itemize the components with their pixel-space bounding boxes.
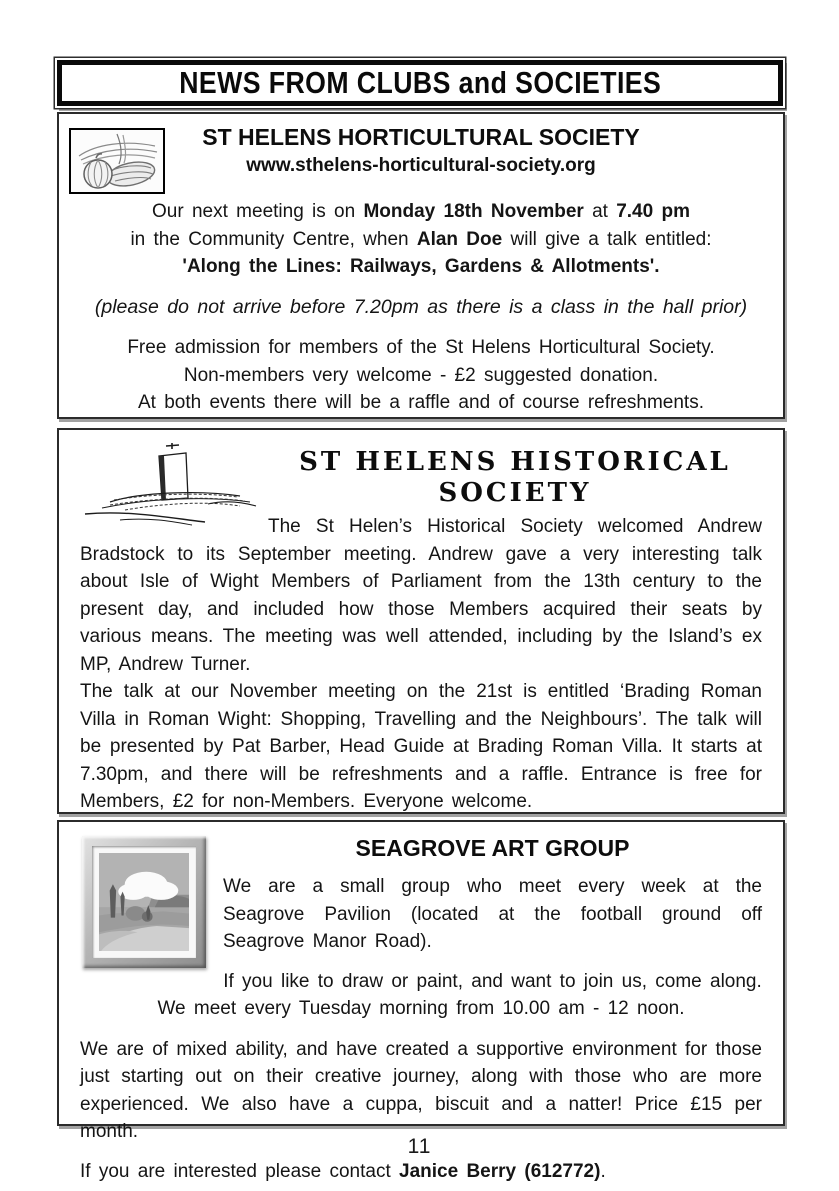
section-historical-society	[57, 428, 785, 814]
horticultural-admission-paragraph	[89, 334, 753, 417]
landscape-painting	[99, 853, 189, 951]
section-horticultural-society	[57, 112, 785, 419]
text-run: Free admission for members of the St Helens Horticultural Society.	[127, 337, 715, 358]
text-run: Our next meeting is on	[152, 201, 364, 222]
page-title: NEWS FROM CLUBS and SOCIETIES	[178, 65, 662, 100]
text-run: .	[600, 1160, 606, 1182]
historical-title-line1: ST HELENS HISTORICAL	[299, 447, 731, 477]
bold-run: Alan Doe	[416, 228, 503, 250]
church-seamark-drawing	[80, 440, 262, 528]
text-run: will give a talk entitled:	[502, 228, 712, 250]
bold-run: Monday 18th November	[363, 201, 584, 222]
page-number: 11	[407, 1135, 432, 1158]
vegetables-sketch-drawing	[71, 130, 163, 192]
text-run: in the Community Centre, when	[130, 228, 417, 250]
vegetables-sketch-image	[69, 128, 165, 194]
framed-painting-image	[82, 836, 206, 968]
historical-paragraph-2: The talk at our November meeting on the 21st is entitled ‘Brading Roman Villa in Roman Wight: Shopping, Travelling and the Neighbours’. The talk will be presented by Pat Barber, Head Guide at Brading Roman Villa. It starts at 7.30pm, and there will be refreshments and a raffle. Entrance is free for Members, £2 for non-Members. Everyone welcome.	[80, 681, 762, 812]
seagrove-title: SEAGROVE ART GROUP	[355, 835, 630, 861]
church-seamark-sketch-image	[80, 440, 262, 528]
seagrove-closing-paragraph	[80, 1158, 762, 1186]
text-run: at	[583, 201, 617, 222]
horticultural-meeting-paragraph	[89, 198, 753, 281]
horticultural-website: www.sthelens-horticultural-society.org	[246, 155, 596, 176]
text-run: At both events there will be a raffle and of course refreshments.	[138, 392, 704, 413]
painting-mat	[92, 846, 196, 958]
seagrove-paragraph-2	[80, 968, 762, 1023]
text-run: If you like to draw or paint, and want to join us, come along.	[223, 970, 762, 992]
historical-paragraph-1: The St Helen’s Historical Society welcomed Andrew Bradstock to its September meeting. Andrew gave a very interesting talk about Isle of Wight Members of Parliament from the 13th century to the present day, and included how those Members acquired their seats by various means. The meeting was well attended, including by the Island’s ex MP, Andrew Turner.	[80, 516, 762, 675]
landscape-painting-drawing	[99, 853, 189, 951]
horticultural-notice-paragraph: (please do not arrive before 7.20pm as there is a class in the hall prior)	[94, 295, 748, 318]
seagrove-paragraph-3: We are of mixed ability, and have created a supportive environment for those just starting out on their creative journey, along with those who are more experienced. We also have a cuppa, biscuit and a natter! Price £15 per month.	[80, 1038, 762, 1142]
seagrove-paragraph-1: We are a small group who meet every week at the Seagrove Pavilion (located at the football ground off Seagrove Manor Road).	[223, 876, 762, 952]
page-header-banner	[57, 60, 783, 106]
text-run: If you are interested please contact	[80, 1160, 400, 1182]
historical-title-line2: SOCIETY	[438, 478, 592, 508]
text-run: Non-members very welcome - £2 suggested donation.	[183, 364, 659, 386]
text-run: We meet every Tuesday morning from 10.00 am - 12 noon.	[157, 998, 685, 1019]
horticultural-title: ST HELENS HORTICULTURAL SOCIETY	[202, 124, 640, 150]
contact-name-run: Janice Berry (612772)	[399, 1160, 601, 1182]
bold-run: 7.40 pm	[616, 201, 690, 222]
talk-title-run: 'Along the Lines: Railways, Gardens & Allotments'.	[182, 256, 660, 277]
